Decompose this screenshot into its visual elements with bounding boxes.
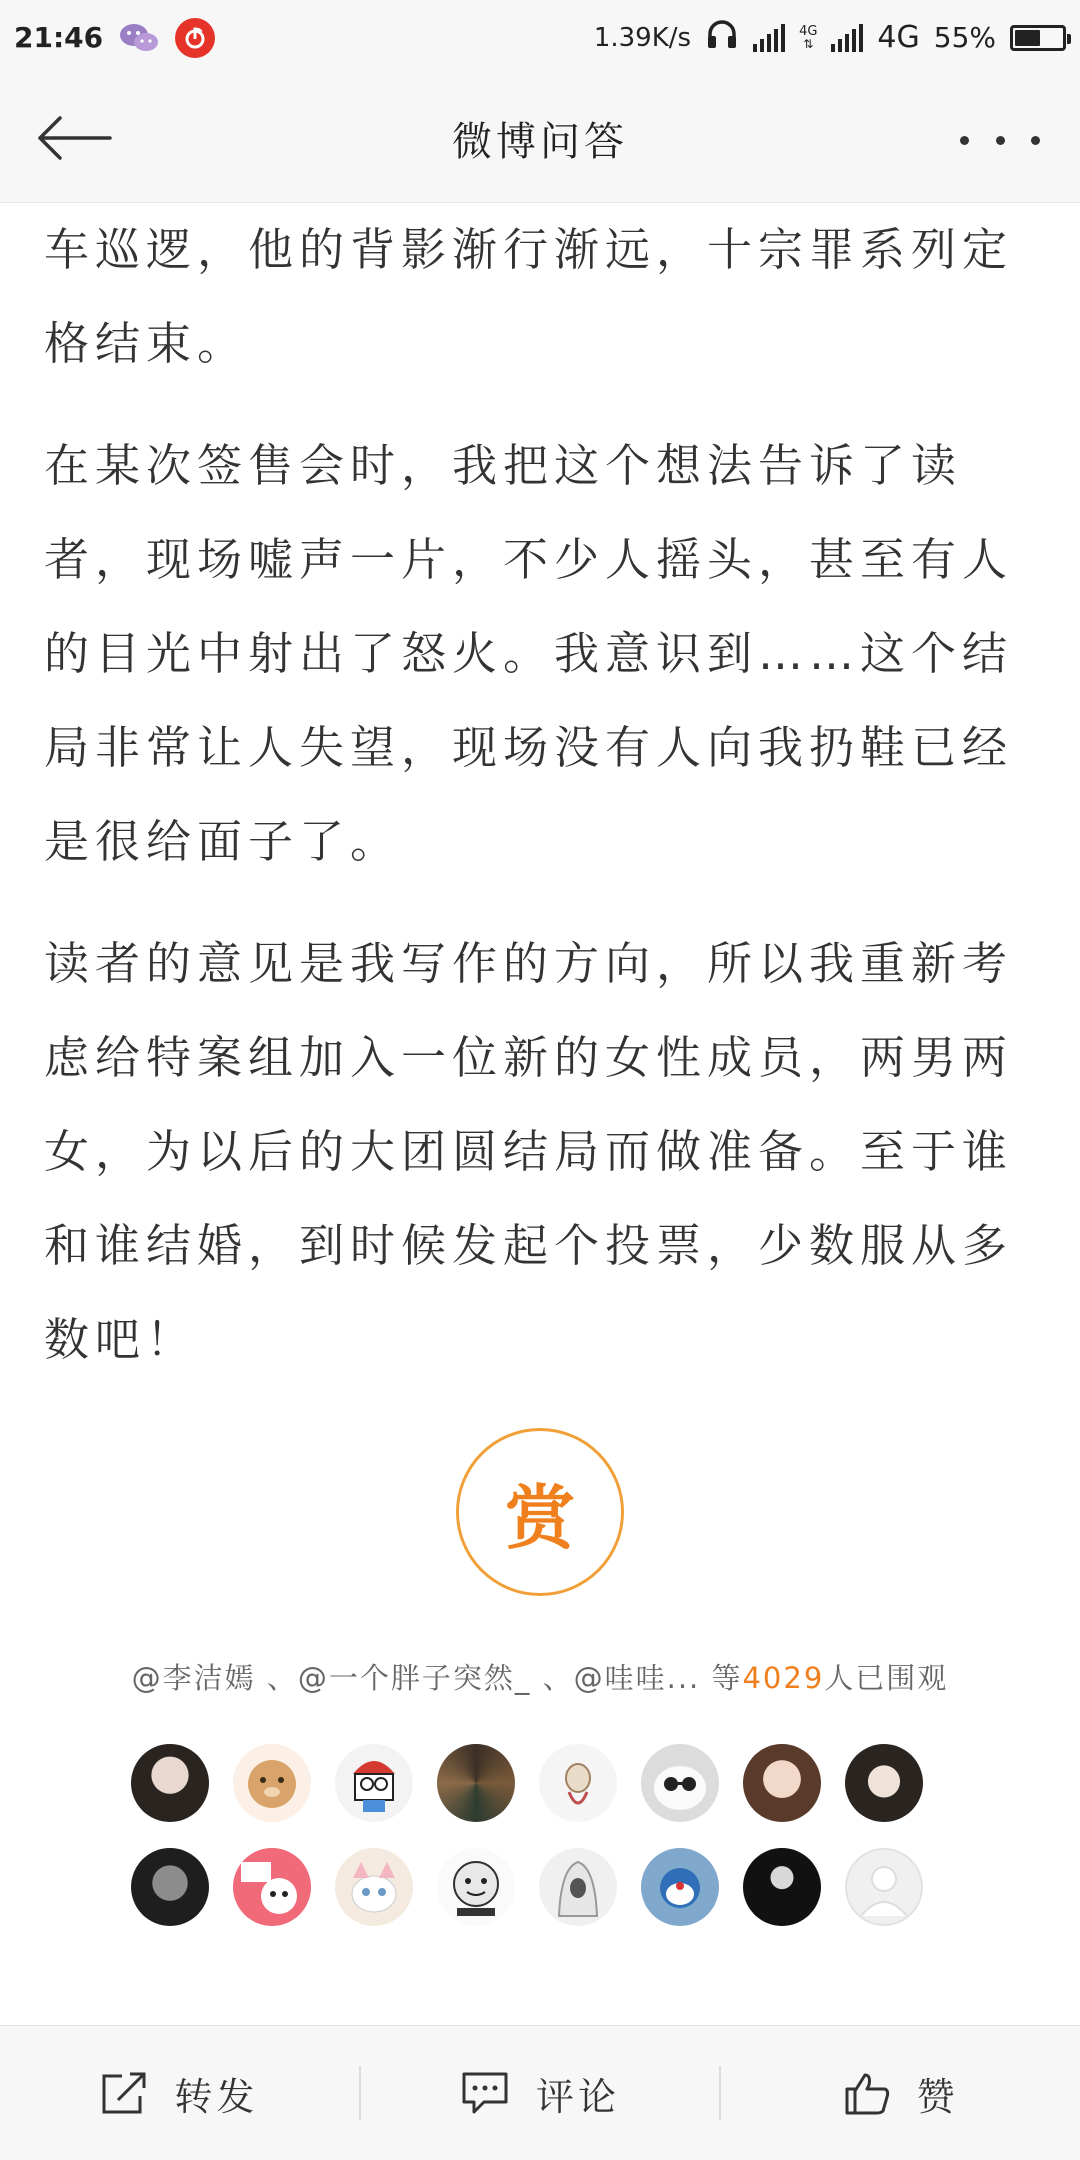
- wechat-icon: [119, 22, 159, 54]
- avatar[interactable]: [845, 1848, 923, 1926]
- bottom-action-bar: [0, 2025, 1080, 2160]
- avatar[interactable]: [845, 1744, 923, 1822]
- more-options-button[interactable]: [960, 115, 1040, 165]
- avatar[interactable]: [131, 1848, 209, 1926]
- viewer-avatars: [131, 1744, 951, 1926]
- avatar[interactable]: [641, 1744, 719, 1822]
- viewers-summary[interactable]: [0, 1656, 1080, 1697]
- avatar[interactable]: [743, 1848, 821, 1926]
- article-paragraph: 车巡逻，他的背影渐行渐远，十宗罪系列定格结束。: [44, 223, 1014, 370]
- signal-icon: [753, 24, 785, 52]
- battery-icon: [1010, 25, 1066, 51]
- headphone-icon: [705, 17, 739, 58]
- viewer-suffix: 人已围观: [824, 1661, 949, 1695]
- title-bar: [0, 75, 1080, 203]
- avatar[interactable]: [335, 1848, 413, 1926]
- like-label: 赞: [916, 2074, 959, 2119]
- signal-icon-2: [831, 24, 863, 52]
- page-title: 微博问答: [452, 119, 628, 165]
- avatar[interactable]: [335, 1744, 413, 1822]
- article-paragraph: 在某次签售会时，我把这个想法告诉了读者，现场嘘声一片，不少人摇头，甚至有人的目光中射出了怒火。我意识到……这个结局非常让人失望，现场没有人向我扔鞋已经是很给面子了。: [44, 439, 1014, 868]
- status-time: 21:46: [14, 21, 104, 54]
- reward-area: [0, 1428, 1080, 1596]
- avatar[interactable]: [437, 1744, 515, 1822]
- network-type: 4G: [877, 20, 920, 55]
- article-body: [44, 203, 1034, 1415]
- avatar[interactable]: [233, 1848, 311, 1926]
- network-speed: 1.39K/s: [593, 22, 692, 53]
- share-icon: [100, 2070, 148, 2116]
- avatar[interactable]: [539, 1848, 617, 1926]
- battery-percent: 55%: [933, 21, 996, 54]
- status-bar: [0, 0, 1080, 75]
- avatar[interactable]: [437, 1848, 515, 1926]
- avatar[interactable]: [131, 1744, 209, 1822]
- avatar[interactable]: [641, 1848, 719, 1926]
- like-button[interactable]: [721, 2026, 1080, 2160]
- forward-label: 转发: [174, 2074, 259, 2119]
- avatar[interactable]: [233, 1744, 311, 1822]
- back-button[interactable]: [36, 103, 126, 173]
- reward-button[interactable]: 赏: [456, 1428, 624, 1596]
- forward-button[interactable]: [0, 2026, 359, 2160]
- netease-music-icon: [175, 18, 215, 58]
- comment-label: 评论: [536, 2074, 621, 2119]
- avatar[interactable]: [539, 1744, 617, 1822]
- thumbs-up-icon: [843, 2069, 891, 2117]
- network-type-small: 4G ⇅: [799, 23, 818, 51]
- viewer-names: @李洁嫣 、@一个胖子突然_ 、@哇哇... 等: [131, 1661, 743, 1695]
- comment-icon: [460, 2070, 510, 2116]
- article-paragraph: 读者的意见是我写作的方向，所以我重新考虑给特案组加入一位新的女性成员，两男两女，为以后的大团圆结局而做准备。至于谁和谁结婚，到时候发起个投票，少数服从多数吧！: [44, 937, 1014, 1366]
- avatar[interactable]: [743, 1744, 821, 1822]
- viewer-count: 4029: [742, 1661, 825, 1695]
- back-arrow-icon: [36, 116, 112, 160]
- comment-button[interactable]: [361, 2026, 720, 2160]
